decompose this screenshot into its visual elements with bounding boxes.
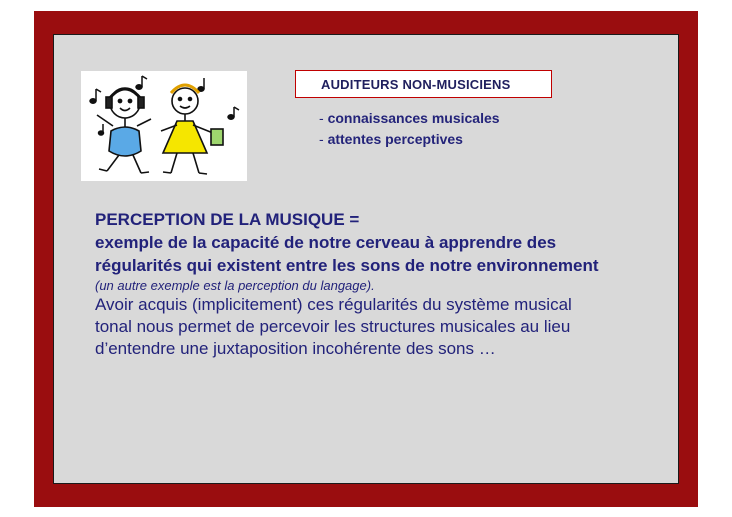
boy-figure — [97, 88, 151, 173]
children-music-illustration — [81, 71, 247, 181]
list-item: - attentes perceptives — [319, 131, 463, 147]
note-line: (un autre exemple est la perception du langage). — [95, 278, 375, 293]
audience-title: AUDITEURS NON-MUSICIENS — [321, 76, 511, 92]
girl-figure — [161, 85, 223, 174]
definition-line: exemple de la capacité de notre cerveau à apprendre des — [95, 233, 557, 252]
audience-list — [319, 108, 500, 150]
dancing-children-drawing — [81, 71, 247, 181]
list-item-text: attentes perceptives — [327, 131, 463, 147]
audience-title-box — [295, 70, 552, 98]
list-item: - connaissances musicales — [319, 110, 500, 126]
main-text — [95, 208, 665, 360]
body-line: d’entendre une juxtaposition incohérente des sons … — [95, 339, 496, 358]
main-heading: PERCEPTION DE LA MUSIQUE = — [95, 210, 360, 229]
list-item-text: connaissances musicales — [327, 110, 500, 126]
body-line: Avoir acquis (implicitement) ces régularités du système musical — [95, 295, 572, 314]
definition-line: régularités qui existent entre les sons de notre environnement — [95, 256, 599, 275]
body-line: tonal nous permet de percevoir les structures musicales au lieu — [95, 317, 571, 336]
